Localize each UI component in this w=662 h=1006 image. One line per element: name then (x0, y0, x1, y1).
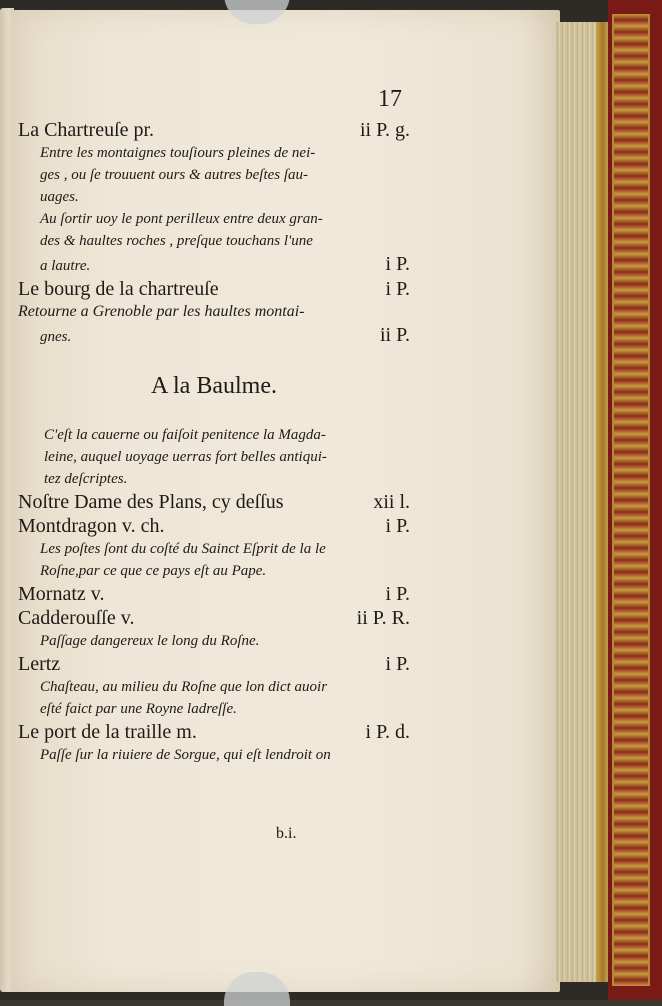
note-with-distance (18, 252, 410, 277)
itinerary-entry (18, 720, 410, 744)
note-with-distance (18, 323, 410, 348)
signature-mark: b.i. (276, 825, 297, 842)
page-text (18, 84, 410, 766)
itinerary-entry (18, 582, 410, 606)
note-line: a lautre. (40, 258, 91, 274)
note-line: Au ſortir uoy le pont perilleux entre deux gran- (40, 211, 323, 227)
itinerary-entry (18, 606, 410, 630)
intro-note: C'eſt la cauerne ou faiſoit penitence la Magda- (44, 427, 326, 443)
place-name: Noſtre Dame des Plans, cy deſſus (18, 491, 284, 513)
place-name: Montdragon v. ch. (18, 515, 165, 537)
distance: i P. d. (365, 721, 410, 743)
itinerary-entry (18, 277, 410, 301)
itinerary-entry (18, 490, 410, 514)
note-line (18, 301, 410, 323)
itinerary-entry (18, 514, 410, 538)
place-name: La Chartreuſe pr. (18, 119, 155, 141)
distance: i P. (385, 278, 410, 300)
note-line: Paſſage dangereux le long du Roſne. (40, 633, 260, 649)
note-line: gnes. (40, 329, 72, 345)
itinerary-entry (18, 118, 410, 142)
distance: ii P. R. (356, 607, 410, 629)
note-line: Entre les montaignes touſiours pleines de nei- (40, 145, 316, 161)
place-name: Le bourg de la chartreuſe (18, 278, 219, 300)
place-name: Le port de la traille m. (18, 721, 197, 743)
note-line: uages. (40, 189, 79, 205)
section-heading: A la Baulme. (151, 373, 277, 399)
itinerary-entry (18, 652, 410, 676)
distance: i P. (385, 515, 410, 537)
distance: ii P. (379, 324, 410, 346)
place-name: Lertz (18, 653, 61, 675)
note-line: Roſne,par ce que ce pays eſt au Pape. (40, 563, 267, 579)
note-line: Paſſe ſur la riuiere de Sorgue, qui eſt lendroit on (40, 747, 331, 763)
note-line: Chaſteau, au milieu du Roſne que lon dict auoir (40, 679, 328, 695)
distance: i P. (385, 583, 410, 605)
distance: i P. (385, 653, 410, 675)
note-line: ges , ou ſe trouuent ours & autres beſtes ſau- (40, 167, 309, 183)
route-text: Retourne a Grenoble par les haultes montai- (18, 303, 305, 320)
note-line: des & haultes roches , preſque touchans l'une (40, 233, 313, 249)
intro-note: tez deſcriptes. (44, 471, 128, 487)
note-line: Les poſtes ſont du coſté du Sainct Eſprit de la le (40, 541, 326, 557)
place-name: Cadderouſſe v. (18, 607, 135, 629)
distance: i P. (385, 253, 410, 275)
place-name: Mornatz v. (18, 583, 105, 605)
note-line: eſté faict par une Royne ladreſſe. (40, 701, 237, 717)
gilt-tooling-border (612, 14, 650, 986)
distance: ii P. g. (359, 119, 410, 141)
page-number: 17 (378, 86, 402, 112)
distance: xii l. (373, 491, 410, 513)
intro-note: leine, auquel uoyage uerras fort belles antiqui- (44, 449, 327, 465)
